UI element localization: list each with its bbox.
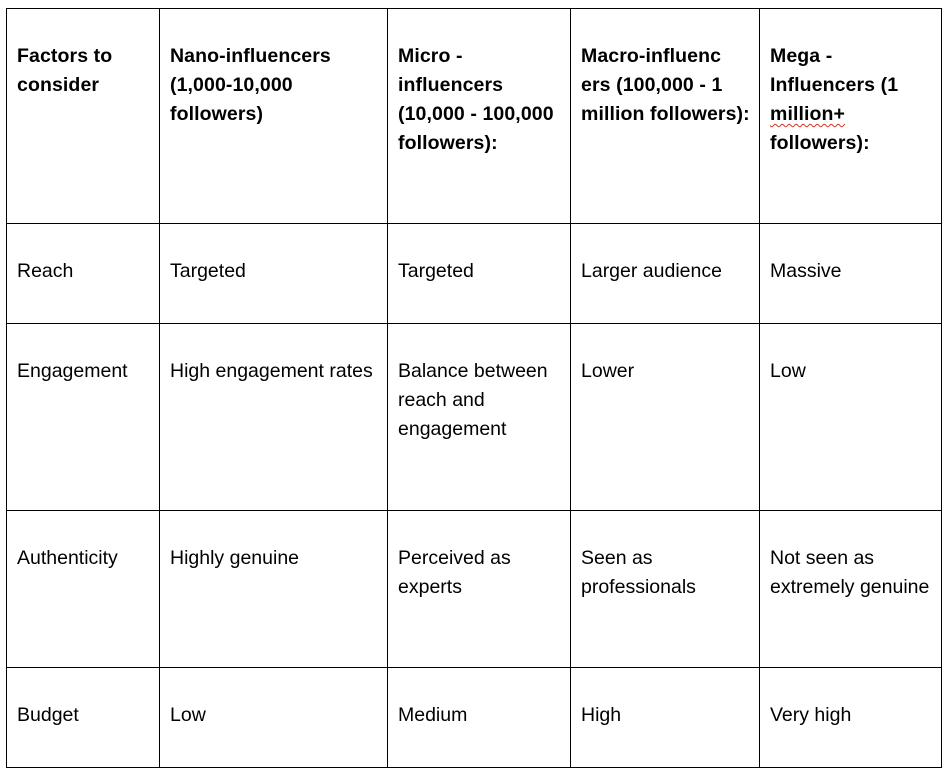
- header-row: [7, 9, 942, 224]
- influencer-comparison-table: [6, 8, 942, 768]
- table-row: [7, 668, 942, 768]
- cell-reach-nano[interactable]: Targeted: [160, 224, 388, 324]
- cell-engagement-nano[interactable]: High engagement rates: [160, 324, 388, 511]
- row-label-budget[interactable]: Budget: [7, 668, 160, 768]
- header-cell-micro[interactable]: Micro - influencers (10,000 - 100,000 followers):: [388, 9, 571, 224]
- row-label-authenticity[interactable]: Authenticity: [7, 511, 160, 668]
- header-mega-text1: Mega - Influencers (1: [770, 45, 899, 96]
- header-cell-macro[interactable]: [571, 9, 760, 224]
- header-cell-nano[interactable]: Nano-influencers (1,000-10,000 followers): [160, 9, 388, 224]
- cell-budget-mega[interactable]: Very high: [760, 668, 942, 768]
- header-macro-line2: ers (100,000 - 1 million followers):: [581, 74, 750, 125]
- table-row: [7, 511, 942, 668]
- cell-authenticity-mega[interactable]: Not seen as extremely genuine: [760, 511, 942, 668]
- cell-reach-macro[interactable]: Larger audience: [571, 224, 760, 324]
- cell-authenticity-micro[interactable]: Perceived as experts: [388, 511, 571, 668]
- cell-budget-nano[interactable]: Low: [160, 668, 388, 768]
- row-label-reach[interactable]: Reach: [7, 224, 160, 324]
- table-row: [7, 224, 942, 324]
- spellcheck-underlined-word: million+: [770, 103, 846, 125]
- table-row: [7, 324, 942, 511]
- cell-engagement-mega[interactable]: Low: [760, 324, 942, 511]
- row-label-engagement[interactable]: Engagement: [7, 324, 160, 511]
- cell-reach-mega[interactable]: Massive: [760, 224, 942, 324]
- cell-budget-macro[interactable]: High: [571, 668, 760, 768]
- header-macro-line1: Macro-influenc: [581, 45, 722, 67]
- cell-reach-micro[interactable]: Targeted: [388, 224, 571, 324]
- cell-engagement-macro[interactable]: Lower: [571, 324, 760, 511]
- cell-authenticity-macro[interactable]: Seen as professionals: [571, 511, 760, 668]
- cell-authenticity-nano[interactable]: Highly genuine: [160, 511, 388, 668]
- header-cell-factors[interactable]: Factors to consider: [7, 9, 160, 224]
- header-mega-text3: followers):: [770, 132, 870, 154]
- cell-engagement-micro[interactable]: Balance between reach and engagement: [388, 324, 571, 511]
- header-cell-mega[interactable]: [760, 9, 942, 224]
- cell-budget-micro[interactable]: Medium: [388, 668, 571, 768]
